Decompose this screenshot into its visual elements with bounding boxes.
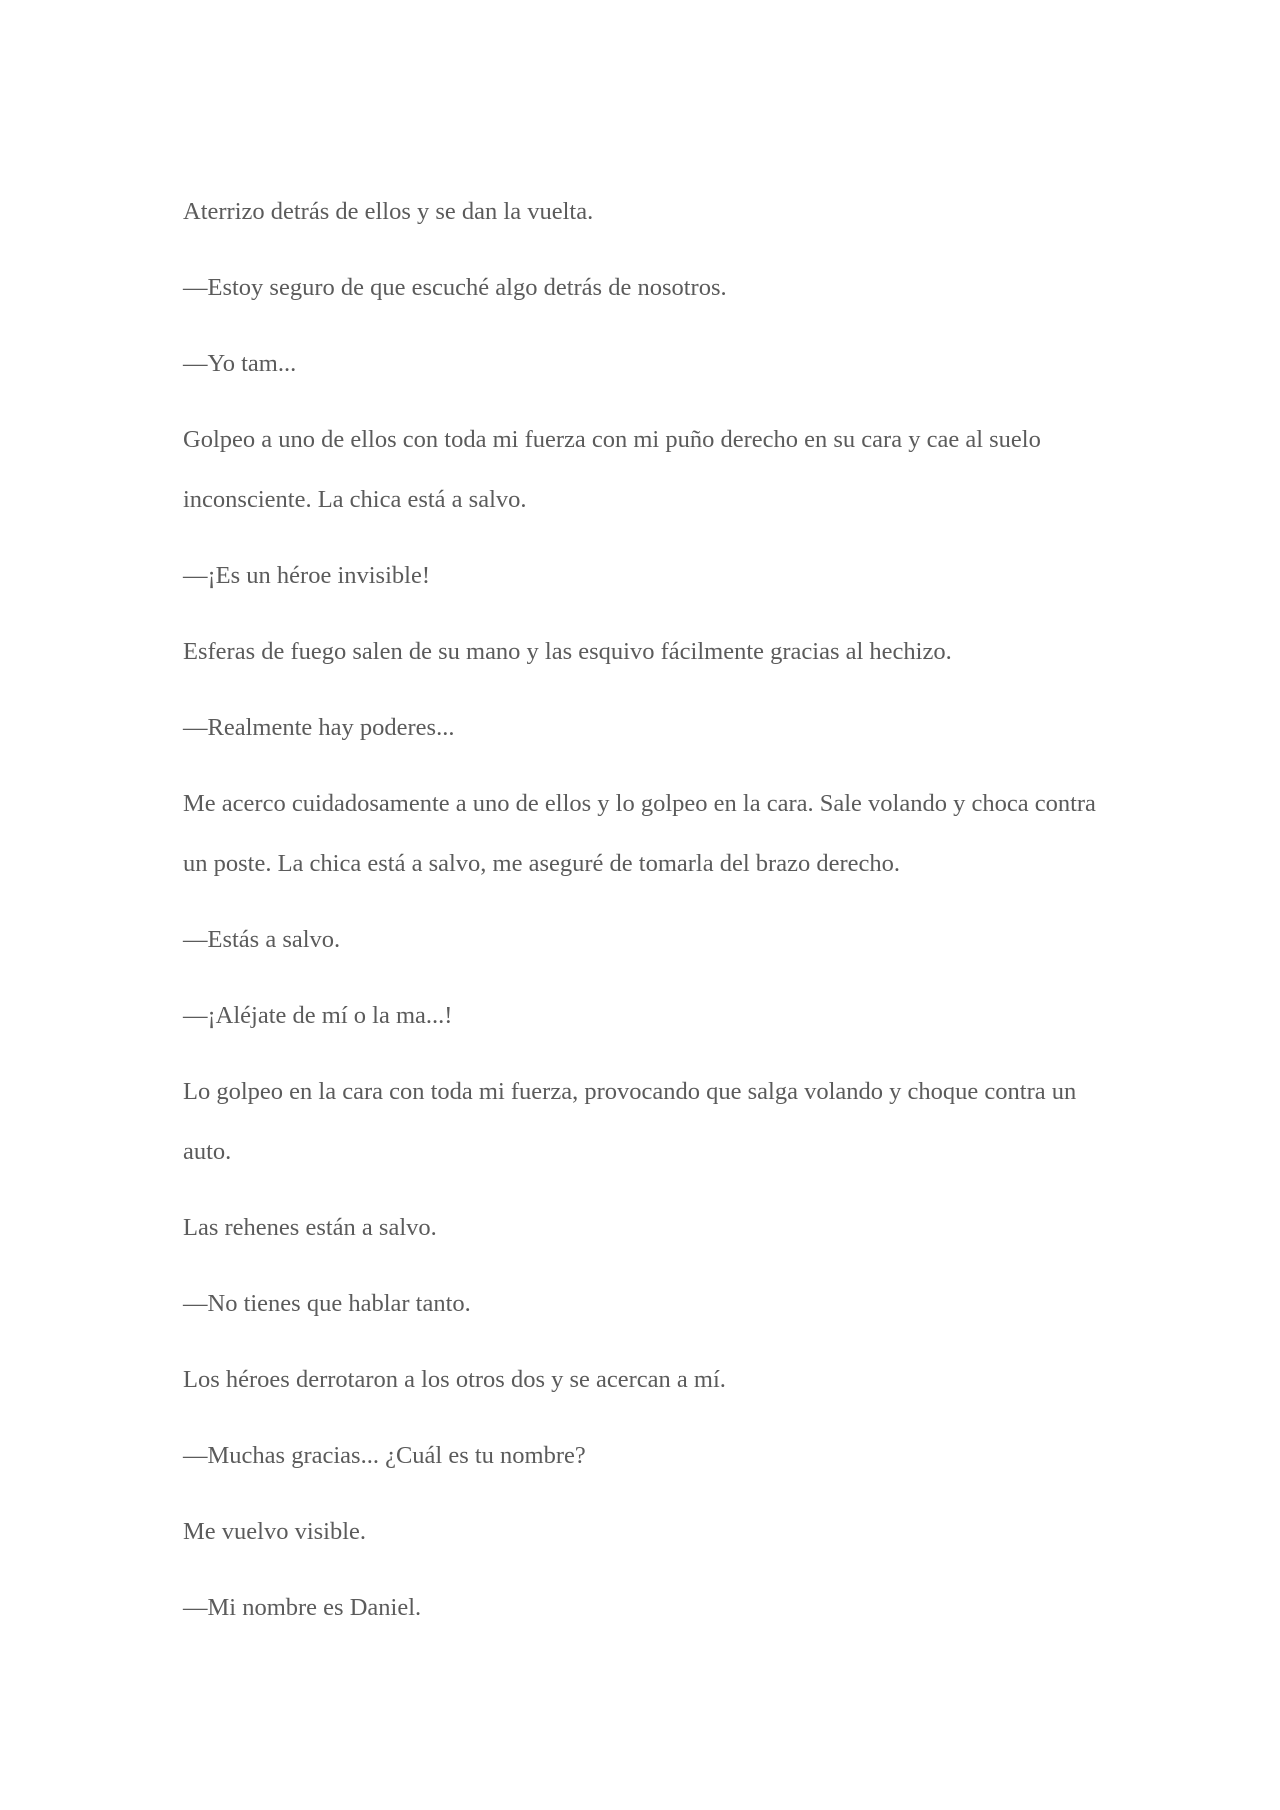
- paragraph-16: Me vuelvo visible.: [183, 1518, 367, 1545]
- paragraph-1: Aterrizo detrás de ellos y se dan la vuelta.: [183, 198, 594, 225]
- paragraph-6: Esferas de fuego salen de su mano y las esquivo fácilmente gracias al hechizo.: [183, 638, 952, 665]
- paragraph-10: —¡Aléjate de mí o la ma...!: [183, 1002, 453, 1029]
- paragraph-17: —Mi nombre es Daniel.: [183, 1594, 422, 1621]
- document-body: [183, 182, 1103, 1654]
- paragraph-5: —¡Es un héroe invisible!: [183, 562, 430, 589]
- paragraph-7: —Realmente hay poderes...: [183, 714, 455, 741]
- paragraph-15: —Muchas gracias... ¿Cuál es tu nombre?: [183, 1442, 586, 1469]
- paragraph-12: Las rehenes están a salvo.: [183, 1214, 437, 1241]
- paragraph-14: Los héroes derrotaron a los otros dos y se acercan a mí.: [183, 1366, 726, 1393]
- paragraph-9: —Estás a salvo.: [183, 926, 341, 953]
- paragraph-11: Lo golpeo en la cara con toda mi fuerza, provocando que salga volando y choque contra un auto.: [183, 1078, 1077, 1165]
- paragraph-8: Me acerco cuidadosamente a uno de ellos y lo golpeo en la cara. Sale volando y choca contra un poste. La chica está a salvo, me aseguré de tomarla del brazo derecho.: [183, 790, 1096, 877]
- paragraph-2: —Estoy seguro de que escuché algo detrás de nosotros.: [183, 274, 727, 301]
- paragraph-13: —No tienes que hablar tanto.: [183, 1290, 471, 1317]
- paragraph-4: Golpeo a uno de ellos con toda mi fuerza con mi puño derecho en su cara y cae al suelo inconsciente. La chica está a salvo.: [183, 426, 1041, 513]
- paragraph-3: —Yo tam...: [183, 350, 297, 377]
